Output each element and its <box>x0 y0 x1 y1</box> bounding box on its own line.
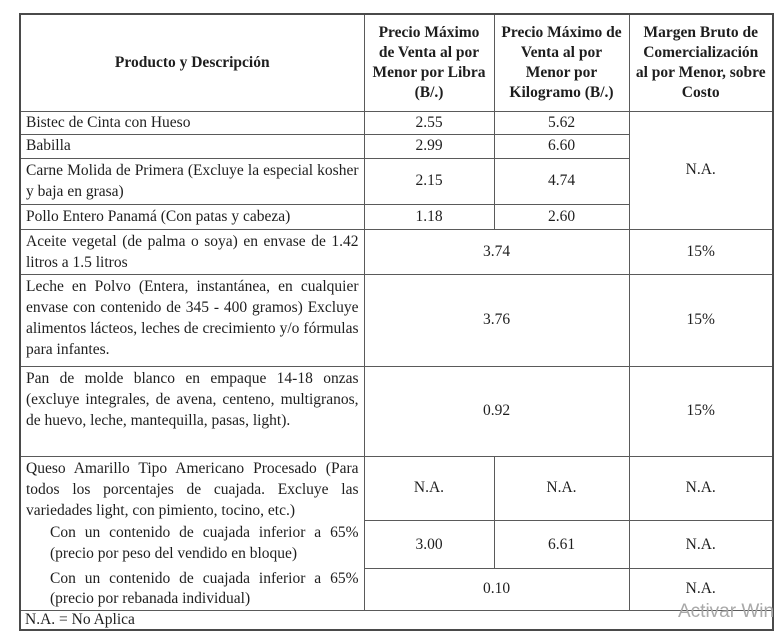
cell-pollo-price-kg: 2.60 <box>494 204 629 229</box>
header-product: Producto y Descripción <box>20 14 364 111</box>
cell-queso-rebanada-margin: N.A. <box>629 569 773 610</box>
table-row-aceite <box>20 229 773 274</box>
cell-leche-product: Leche en Polvo (Entera, instantánea, en cualquier envase con contenido de 345 - 400 gramos) Excluye alimentos lácteos, leches de crecimiento y/o fórmulas para infantes. <box>20 274 364 366</box>
cell-queso-price-kg: N.A. <box>494 456 629 521</box>
cell-pan-product: Pan de molde blanco en empaque 14-18 onzas (excluye integrales, de avena, centeno, multigranos, de huevo, leche, mantequilla, pasas, light). <box>20 366 364 456</box>
cell-queso-bloque-margin: N.A. <box>629 521 773 569</box>
cell-babilla-product: Babilla <box>20 134 364 158</box>
cell-babilla-price-kg: 6.60 <box>494 134 629 158</box>
cell-carne-product: Carne Molida de Primera (Excluye la especial kosher y baja en grasa) <box>20 158 364 204</box>
table-header-row <box>20 14 773 111</box>
cell-queso-margin: N.A. <box>629 456 773 521</box>
cell-aceite-price: 3.74 <box>364 229 629 274</box>
windows-activation-watermark: Activar Win <box>678 601 775 622</box>
header-gross-margin: Margen Bruto de Comercialización al por Menor, sobre Costo <box>629 14 773 111</box>
cell-queso-product-group <box>20 456 364 610</box>
header-price-per-kilogram: Precio Máximo de Venta al por Menor por Kilogramo (B/.) <box>494 14 629 111</box>
table-row-queso <box>20 456 773 521</box>
cell-aceite-margin: 15% <box>629 229 773 274</box>
cell-carne-price-kg: 4.74 <box>494 158 629 204</box>
cell-queso-price-lb: N.A. <box>364 456 494 521</box>
cell-pollo-price-lb: 1.18 <box>364 204 494 229</box>
price-control-table <box>19 13 774 631</box>
cell-queso-product: Queso Amarillo Tipo Americano Procesado (Para todos los porcentajes de cuajada. Excluye las variedades light, con pimiento, tocino, etc.) <box>26 459 359 519</box>
table-footer-row <box>20 610 773 630</box>
table-row-leche <box>20 274 773 366</box>
cell-pollo-product: Pollo Entero Panamá (Con patas y cabeza) <box>20 204 364 229</box>
cell-bistec-price-kg: 5.62 <box>494 111 629 134</box>
table-row-pan <box>20 366 773 456</box>
cell-pan-margin: 15% <box>629 366 773 456</box>
cell-bistec-price-lb: 2.55 <box>364 111 494 134</box>
cell-leche-margin: 15% <box>629 274 773 366</box>
cell-queso-bloque-price-kg: 6.61 <box>494 521 629 569</box>
cell-babilla-price-lb: 2.99 <box>364 134 494 158</box>
cell-aceite-product: Aceite vegetal (de palma o soya) en envase de 1.42 litros a 1.5 litros <box>20 229 364 274</box>
footer-note: N.A. = No Aplica <box>20 610 773 630</box>
cell-leche-price: 3.76 <box>364 274 629 366</box>
table-row-bistec <box>20 111 773 134</box>
cell-meats-margin: N.A. <box>629 111 773 229</box>
cell-pan-price: 0.92 <box>364 366 629 456</box>
cell-queso-bloque-product: Con un contenido de cuajada inferior a 65% (precio por peso del vendido en bloque) <box>50 523 359 562</box>
cell-queso-bloque-price-lb: 3.00 <box>364 521 494 569</box>
cell-queso-rebanada-price: 0.10 <box>364 569 629 610</box>
cell-bistec-product: Bistec de Cinta con Hueso <box>20 111 364 134</box>
header-price-per-pound: Precio Máximo de Venta al por Menor por Libra (B/.) <box>364 14 494 111</box>
cell-queso-rebanada-product: Con un contenido de cuajada inferior a 65% (precio por rebanada individual) <box>50 569 359 607</box>
cell-carne-price-lb: 2.15 <box>364 158 494 204</box>
